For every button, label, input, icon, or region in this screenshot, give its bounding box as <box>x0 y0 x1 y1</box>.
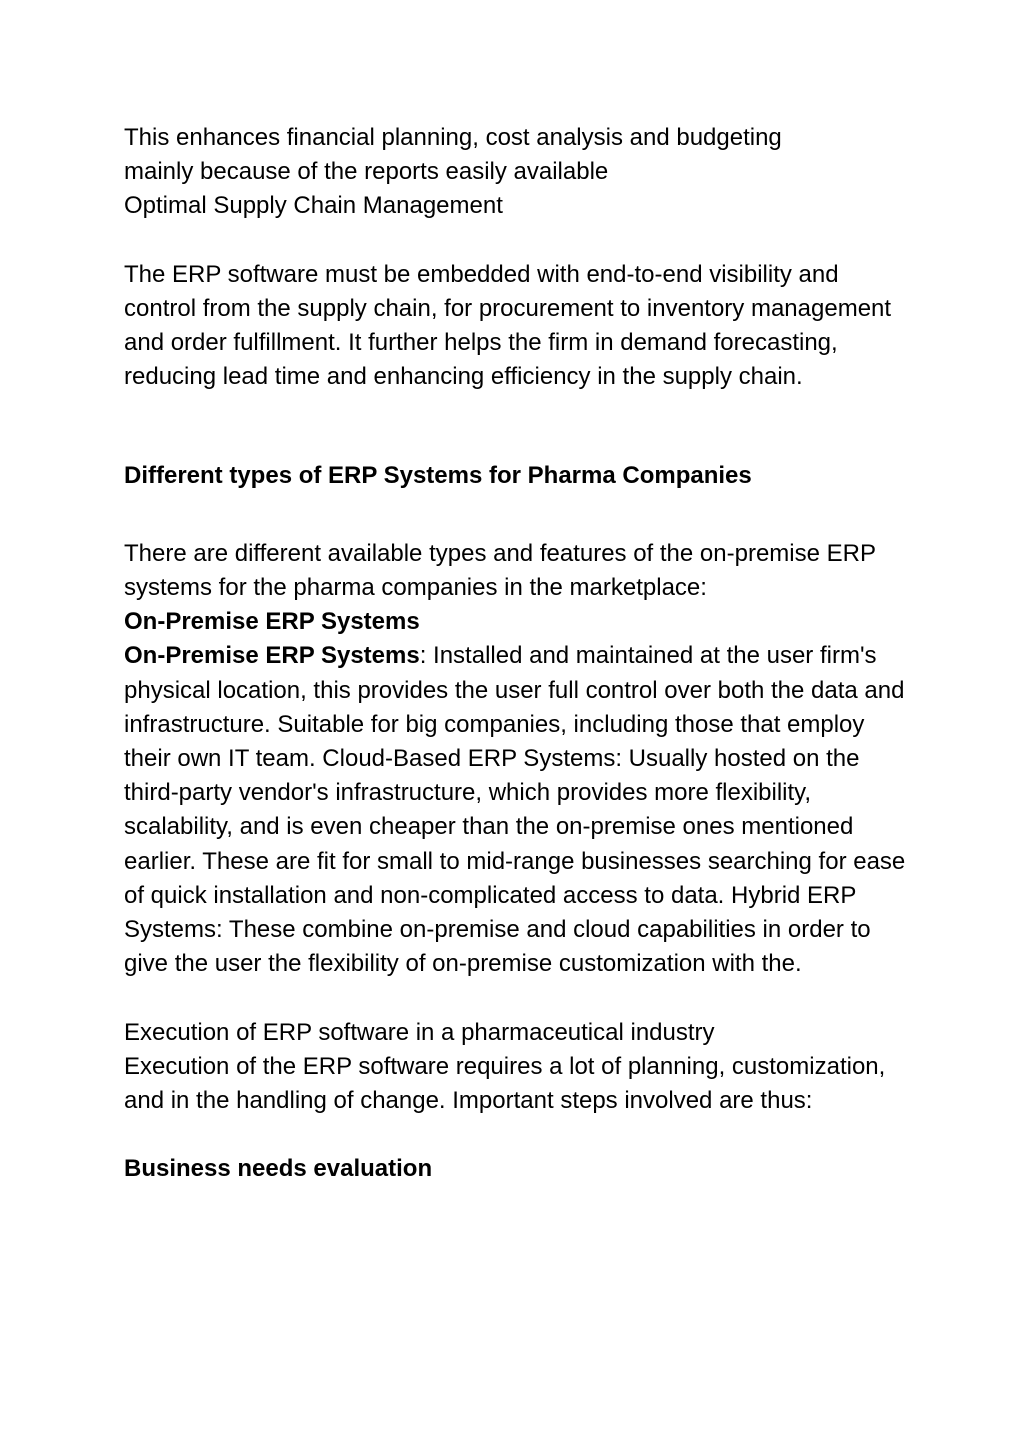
intro-line-2: mainly because of the reports easily available <box>124 158 609 186</box>
heading-business-needs: Business needs evaluation <box>124 1155 433 1183</box>
intro-line-1: This enhances financial planning, cost analysis and budgeting <box>124 124 782 151</box>
execution-paragraph: Execution of the ERP software requires a lot of planning, customization, and in the handling of change. Important steps involved are thus: <box>124 1052 886 1115</box>
on-premise-body: : Installed and maintained at the user firm's physical location, this provides the user full control over both the data and infrastructure. Suitable for big companies, including those that employ their own IT team. Cloud-Based ERP Systems: Usually hosted on the third-party vendor's infrastructure, which provides more flexibility, scalability, and is even cheaper than the on-premise ones mentioned earlier. These are fit for small to mid-range businesses searching for ease of quick installation and non-complicated access to data. Hybrid ERP Systems: These combine on-premise and cloud capabilities in order to give the user the flexibility of on-premise customization with the. <box>124 642 906 978</box>
heading-on-premise: On-Premise ERP Systems <box>124 608 420 636</box>
erp-types-intro: There are different available types and features of the on-premise ERP systems for the pharma companies in the marketplace: <box>124 539 876 602</box>
on-premise-lead: On-Premise ERP Systems <box>124 642 420 670</box>
supply-chain-paragraph: The ERP software must be embedded with end-to-end visibility and control from the supply chain, for procurement to inventory management and order fulfillment. It further helps the firm in demand forecasting, reducing lead time and enhancing efficiency in the supply chain. <box>124 260 892 391</box>
execution-title: Execution of ERP software in a pharmaceutical industry <box>124 1018 715 1046</box>
heading-erp-types: Different types of ERP Systems for Pharma Companies <box>124 461 752 489</box>
on-premise-paragraph <box>124 639 914 981</box>
document-body <box>124 121 914 1187</box>
section-title-supply-chain: Optimal Supply Chain Management <box>124 192 503 220</box>
